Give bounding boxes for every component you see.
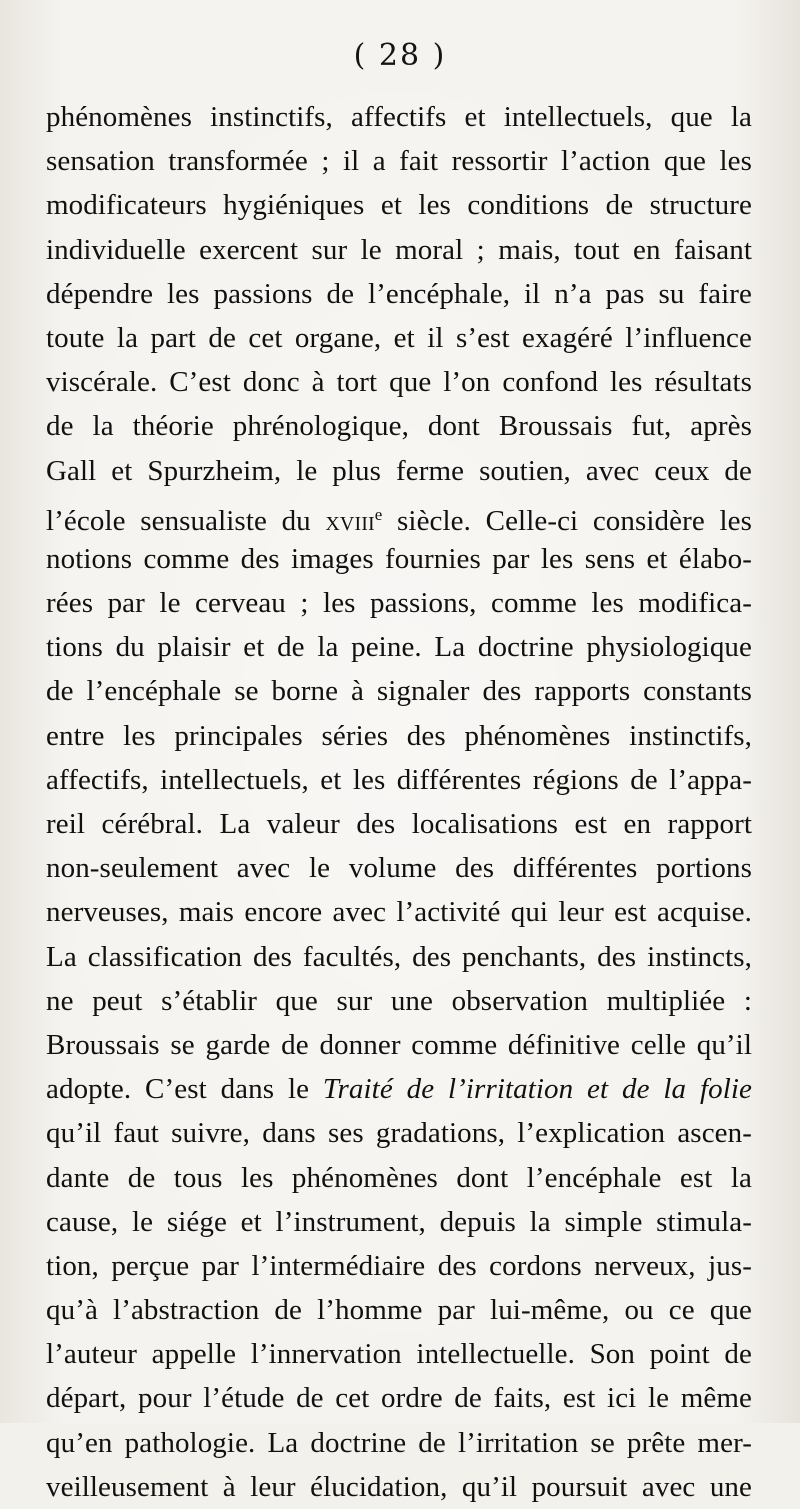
text-segment: qu’en pathologie. La doctrine de l’irritation se prête mer- <box>46 1426 752 1459</box>
text-line <box>46 316 752 360</box>
text-segment: notions comme des images fournies par les sens et élabo- <box>46 542 752 575</box>
text-line <box>46 758 752 802</box>
text-line <box>46 139 752 183</box>
text-segment: entre les principales séries des phénomènes instinctifs, <box>46 719 752 752</box>
text-line <box>46 537 752 581</box>
text-line <box>46 493 752 537</box>
text-segment: de l’encéphale se borne à signaler des rapports constants <box>46 675 752 708</box>
text-line <box>46 360 752 404</box>
text-line <box>46 1288 752 1332</box>
text-line <box>46 183 752 227</box>
text-line <box>46 979 752 1023</box>
text-segment: cause, le siége et l’instrument, depuis la simple stimula- <box>46 1205 752 1238</box>
body-text <box>46 95 752 1509</box>
text-line <box>46 228 752 272</box>
text-segment: nerveuses, mais encore avec l’activité qui leur est acquise. <box>46 896 752 929</box>
text-segment: sensation transformée ; il a fait ressortir l’action que les <box>46 145 752 178</box>
text-segment: ne peut s’établir que sur une observation multipliée : <box>46 984 752 1017</box>
text-segment: veilleusement à leur élucidation, qu’il poursuit avec une <box>46 1470 752 1503</box>
text-line <box>46 669 752 713</box>
text-line <box>46 1156 752 1200</box>
text-line <box>46 1200 752 1244</box>
text-segment: viscérale. C’est donc à tort que l’on confond les résultats <box>46 366 752 399</box>
text-segment: modificateurs hygiéniques et les conditions de structure <box>46 189 752 222</box>
text-segment: qu’il faut suivre, dans ses gradations, l’explication ascen- <box>46 1117 752 1150</box>
text-segment: Gall et Spurzheim, le plus ferme soutien, avec ceux de <box>46 454 752 487</box>
text-segment: l’école sensualiste du xviii <box>46 504 375 537</box>
text-line <box>46 95 752 139</box>
century-numeral: xviii <box>325 504 375 537</box>
text-line <box>46 581 752 625</box>
text-line <box>46 625 752 669</box>
text-line <box>46 846 752 890</box>
italic-title: Traité de l’irritation et de la folie <box>322 1073 752 1106</box>
text-segment: tion, perçue par l’intermédiaire des cordons nerveux, jus- <box>46 1249 752 1282</box>
text-line <box>46 404 752 448</box>
text-line <box>46 802 752 846</box>
text-segment: non-seulement avec le volume des différentes portions <box>46 852 752 885</box>
text-segment: rées par le cerveau ; les passions, comme les modifica- <box>46 587 752 620</box>
text-segment: dante de tous les phénomènes dont l’encéphale est la <box>46 1161 752 1194</box>
text-line <box>46 1465 752 1509</box>
text-segment: tions du plaisir et de la peine. La doctrine physiologique <box>46 631 752 664</box>
text-line <box>46 935 752 979</box>
text-segment: départ, pour l’étude de cet ordre de faits, est ici le même <box>46 1382 752 1415</box>
text-segment: l’auteur appelle l’innervation intellectuelle. Son point de <box>46 1338 752 1371</box>
text-segment: adopte. C’est dans le <box>46 1073 323 1106</box>
text-segment: qu’à l’abstraction de l’homme par lui-même, ou ce que <box>46 1294 752 1327</box>
text-segment: toute la part de cet organe, et il s’est exagéré l’influence <box>46 321 752 354</box>
text-line <box>46 714 752 758</box>
superscript: e <box>374 504 383 524</box>
text-line <box>46 1244 752 1288</box>
text-line <box>46 272 752 316</box>
text-segment: dépendre les passions de l’encéphale, il n’a pas su faire <box>46 277 752 310</box>
text-line <box>46 1023 752 1067</box>
text-segment: individuelle exercent sur le moral ; mais, tout en faisant <box>46 233 752 266</box>
text-line <box>46 890 752 934</box>
text-line <box>46 1067 752 1111</box>
text-segment: reil cérébral. La valeur des localisations est en rapport <box>46 808 752 840</box>
text-segment: siècle. Celle-ci considère les <box>382 504 752 537</box>
text-segment: affectifs, intellectuels, et les différentes régions de l’appa- <box>46 763 752 796</box>
text-segment: La classification des facultés, des penchants, des instincts, <box>46 940 752 973</box>
text-line <box>46 449 752 493</box>
text-line <box>46 1111 752 1155</box>
text-segment: Broussais se garde de donner comme définitive celle qu’il <box>46 1028 752 1061</box>
text-segment: phénomènes instinctifs, affectifs et intellectuels, que la <box>46 101 752 133</box>
text-line <box>46 1421 752 1465</box>
page-number: ( 28 ) <box>353 38 447 73</box>
text-segment: de la théorie phrénologique, dont Broussais fut, après <box>46 410 752 443</box>
text-line <box>46 1332 752 1376</box>
text-line <box>46 1376 752 1420</box>
